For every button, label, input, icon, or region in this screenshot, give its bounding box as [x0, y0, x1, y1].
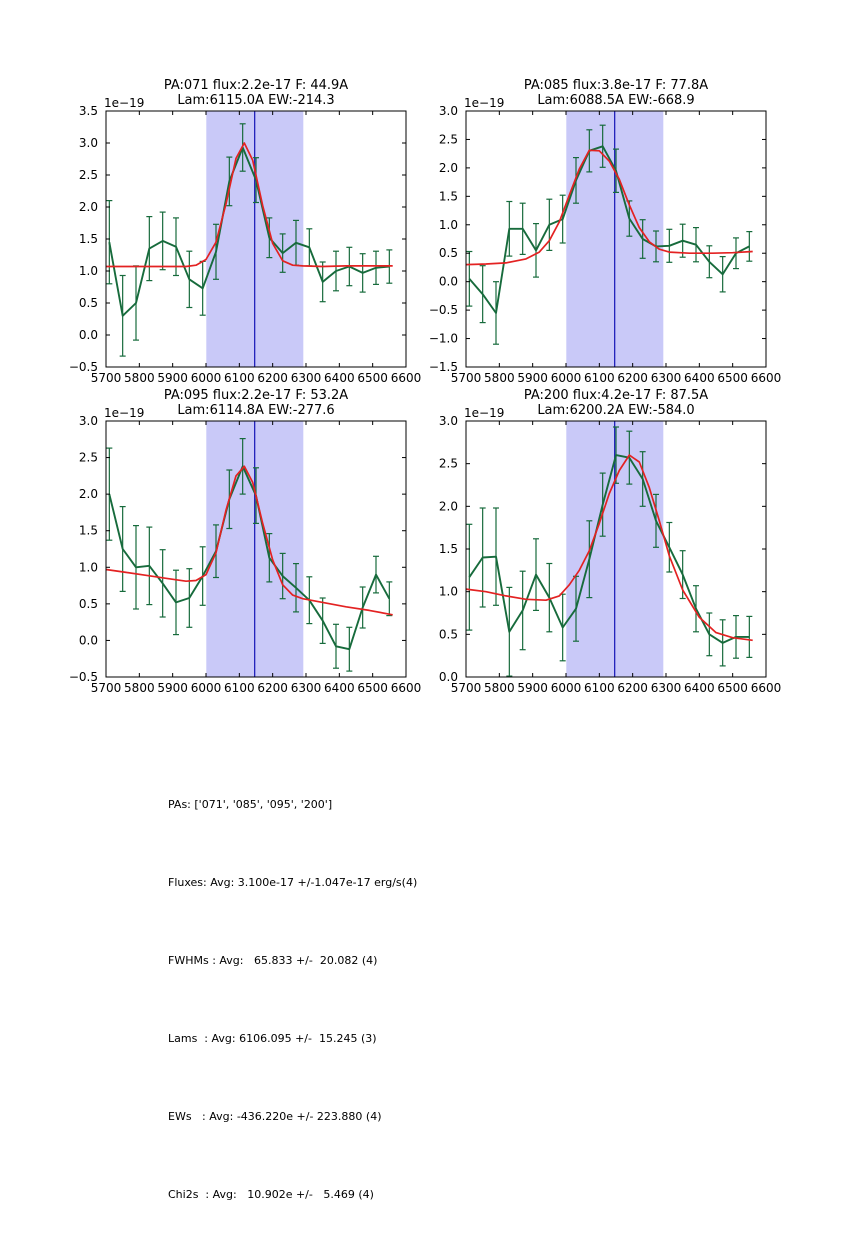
x-tick-label: 5700 — [90, 371, 122, 385]
subplot-title-line1: PA:085 flux:3.8e-17 F: 77.8A — [523, 78, 709, 93]
y-tick-label: 2.0 — [78, 487, 98, 502]
y-tick-label: 1.5 — [78, 232, 98, 246]
x-tick-label: 6100 — [584, 681, 615, 695]
summary-line-fluxes: Fluxes: Avg: 3.100e-17 +/-1.047e-17 erg/s(4) — [168, 876, 418, 889]
x-tick-label: 6000 — [190, 371, 222, 385]
x-tick-label: 6500 — [717, 371, 748, 385]
subplot-title-line2: Lam:6115.0A EW:-214.3 — [177, 93, 335, 108]
x-tick-label: 6000 — [190, 681, 222, 695]
x-tick-label: 6100 — [584, 371, 615, 385]
y-tick-label: −0.5 — [68, 670, 98, 684]
plot-area — [69, 104, 421, 385]
x-tick-label: 5700 — [90, 681, 122, 695]
y-tick-label: 2.5 — [78, 450, 98, 465]
x-tick-label: 6000 — [550, 681, 582, 695]
y-tick-label: 0.5 — [438, 246, 458, 261]
y-tick-label: −1.5 — [428, 360, 458, 374]
y-tick-label: 3.0 — [78, 136, 98, 150]
y-tick-label: 0.0 — [78, 328, 98, 342]
y-axis-offset-label: 1e−19 — [104, 96, 145, 110]
y-tick-label: 3.5 — [78, 104, 98, 118]
y-axis-offset-label: 1e−19 — [104, 406, 145, 420]
y-tick-label: 1.0 — [438, 217, 458, 232]
x-tick-label: 6500 — [357, 681, 388, 695]
y-tick-label: 3.0 — [78, 414, 98, 428]
plot-area — [429, 104, 781, 385]
y-tick-label: 2.0 — [438, 499, 458, 514]
y-tick-label: 2.5 — [438, 456, 458, 471]
x-tick-label: 6300 — [650, 681, 682, 695]
x-tick-label: 6000 — [550, 371, 582, 385]
x-tick-label: 5900 — [157, 371, 188, 385]
subplot-pa095 — [50, 376, 424, 704]
y-axis-offset-label: 1e−19 — [464, 406, 505, 420]
y-tick-label: 1.5 — [438, 542, 458, 556]
subplot-title-line2: Lam:6200.2A EW:-584.0 — [537, 403, 695, 418]
x-tick-label: 6200 — [257, 681, 288, 695]
x-tick-label: 5700 — [450, 371, 482, 385]
summary-line-pas: PAs: ['071', '085', '095', '200'] — [168, 798, 333, 811]
plot-area — [69, 414, 421, 695]
summary-line-lams: Lams : Avg: 6106.095 +/- 15.245 (3) — [168, 1032, 377, 1045]
y-tick-label: 2.5 — [78, 168, 98, 182]
y-tick-label: 1.0 — [438, 584, 458, 599]
x-tick-label: 5900 — [517, 681, 548, 695]
y-tick-label: 0.5 — [78, 296, 98, 310]
y-tick-label: 2.5 — [438, 132, 458, 147]
summary-line-ews: EWs : Avg: -436.220e +/- 223.880 (4) — [168, 1110, 382, 1123]
y-tick-label: 0.0 — [78, 633, 98, 648]
y-tick-label: −0.5 — [68, 360, 98, 374]
subplot-title-line2: Lam:6088.5A EW:-668.9 — [537, 93, 695, 108]
x-tick-label: 6400 — [324, 681, 355, 695]
y-tick-label: 1.0 — [78, 264, 98, 278]
y-tick-label: 3.0 — [438, 104, 458, 118]
x-tick-label: 5700 — [450, 681, 482, 695]
y-tick-label: 2.0 — [438, 160, 458, 175]
x-tick-label: 6100 — [224, 681, 255, 695]
x-tick-label: 6300 — [650, 371, 682, 385]
x-tick-label: 6600 — [390, 681, 422, 695]
x-tick-label: 6400 — [684, 681, 715, 695]
x-tick-label: 6200 — [617, 371, 648, 385]
subplot-pa085 — [410, 66, 784, 394]
summary-line-fwhms: FWHMs : Avg: 65.833 +/- 20.082 (4) — [168, 954, 378, 967]
y-tick-label: 1.5 — [78, 523, 98, 538]
x-tick-label: 6200 — [617, 681, 648, 695]
x-tick-label: 6100 — [224, 371, 255, 385]
y-tick-label: 0.0 — [438, 670, 458, 684]
x-tick-label: 6300 — [290, 681, 322, 695]
x-tick-label: 5800 — [124, 681, 155, 695]
y-tick-label: 0.0 — [438, 274, 458, 289]
x-tick-label: 6400 — [324, 371, 355, 385]
x-tick-label: 6200 — [257, 371, 288, 385]
x-tick-label: 6500 — [357, 371, 388, 385]
y-tick-label: 1.0 — [78, 560, 98, 575]
y-tick-label: 2.0 — [78, 200, 98, 214]
summary-line-chi2s: Chi2s : Avg: 10.902e +/- 5.469 (4) — [168, 1188, 374, 1201]
subplot-title-line2: Lam:6114.8A EW:-277.6 — [177, 403, 335, 418]
subplot-title-line1: PA:200 flux:4.2e-17 F: 87.5A — [523, 388, 709, 403]
x-tick-label: 6600 — [750, 681, 782, 695]
x-tick-label: 6500 — [717, 681, 748, 695]
x-tick-label: 5900 — [517, 371, 548, 385]
subplot-title-line1: PA:095 flux:2.2e-17 F: 53.2A — [163, 388, 349, 403]
x-tick-label: 5800 — [124, 371, 155, 385]
y-axis-offset-label: 1e−19 — [464, 96, 505, 110]
y-tick-label: −1.0 — [428, 331, 458, 346]
subplot-pa071 — [50, 66, 424, 394]
y-tick-label: 0.5 — [78, 596, 98, 611]
subplot-title-line1: PA:071 flux:2.2e-17 F: 44.9A — [163, 78, 349, 93]
summary-block — [168, 740, 417, 1260]
x-tick-label: 6600 — [750, 371, 782, 385]
subplot-pa200 — [410, 376, 784, 704]
y-tick-label: 3.0 — [438, 414, 458, 428]
plot-area — [439, 414, 781, 695]
y-tick-label: 1.5 — [438, 189, 458, 204]
y-tick-label: 0.5 — [438, 627, 458, 642]
y-tick-label: −0.5 — [428, 303, 458, 318]
x-tick-label: 6400 — [684, 371, 715, 385]
x-tick-label: 5900 — [157, 681, 188, 695]
x-tick-label: 5800 — [484, 681, 515, 695]
x-tick-label: 5800 — [484, 371, 515, 385]
x-tick-label: 6600 — [390, 371, 422, 385]
x-tick-label: 6300 — [290, 371, 322, 385]
